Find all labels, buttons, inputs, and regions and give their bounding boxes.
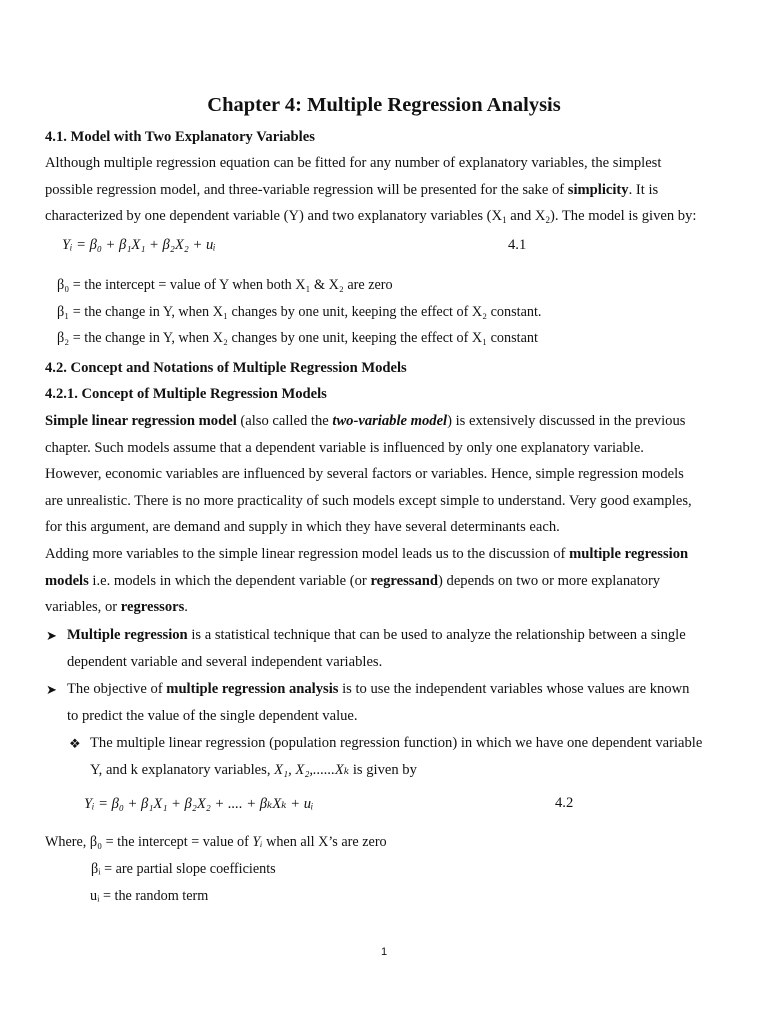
para-line: Although multiple regression equation can be fitted for any number of explanatory variables, the simplest (45, 155, 662, 171)
bullet-objective: The objective of multiple regression analysis is to use the independent variables whose values are known to predict the value of the single dependent value. (67, 681, 690, 724)
section-4-2-1-heading: 4.2.1. Concept of Multiple Regression Models (45, 386, 327, 402)
multiple-regression-paragraph (45, 541, 723, 621)
para-line: variables, or regressors. (45, 599, 188, 616)
sub-bullet-mlr: The multiple linear regression (population regression function) in which we have one dependent variable Y, and k explanatory variables, X₁, X₂,......Xₖ is given by (90, 735, 703, 778)
definition-beta0: β₀ = the intercept = value of Y when both X₁ & X₂ are zero (57, 277, 393, 293)
where-betai: βᵢ = are partial slope coefficients (91, 861, 276, 877)
para-line: characterized by one dependent variable (Y) and two explanatory variables ($X_1$ and $X_2$). The model is given by: (45, 208, 697, 226)
para-line: for this argument, are demand and supply in which they have several determinants each. (45, 519, 560, 536)
equation-4-1: Yᵢ = β₀ + β₁X₁ + β₂X₂ + uᵢ (62, 237, 216, 253)
para-line: Simple linear regression model (also called the two-variable model) is extensively discussed in the previous (45, 413, 686, 429)
chapter-title: Chapter 4: Multiple Regression Analysis (207, 94, 561, 116)
definition-beta1: β₁ = the change in Y, when X₁ changes by one unit, keeping the effect of X₂ constant. (57, 304, 542, 320)
section-4-1-paragraph (45, 150, 723, 230)
para-line: However, economic variables are influenced by several factors or variables. Hence, simple regression models (45, 466, 684, 483)
para-line: are unrealistic. There is no more practicality of such models except simple to understand. Very good examples, (45, 492, 692, 509)
page-number: 1 (380, 946, 388, 958)
arrow-bullet-icon: ➤ (46, 682, 57, 697)
section-4-1-heading: 4.1. Model with Two Explanatory Variables (45, 129, 315, 145)
section-4-2-heading: 4.2. Concept and Notations of Multiple Regression Models (45, 360, 407, 376)
equation-number-4-1: 4.1 (508, 237, 527, 253)
bullet-multiple-regression: Multiple regression is a statistical technique that can be used to analyze the relationship between a single dependent variable and several independent variables. (67, 627, 686, 670)
diamond-bullet-icon: ❖ (69, 736, 81, 751)
equation-4-2: Yᵢ = β₀ + β₁X₁ + β₂X₂ + .... + βₖXₖ + uᵢ (84, 796, 314, 812)
para-line: chapter. Such models assume that a dependent variable is influenced by only one explanatory variable. (45, 439, 644, 456)
where-beta0: Where, β₀ = the intercept = value of Yᵢ when all X’s are zero (45, 834, 387, 850)
section-4-2-1-paragraph (45, 408, 723, 541)
equation-number-4-2: 4.2 (555, 795, 574, 811)
para-line: possible regression model, and three-variable regression will be presented for the sake of simplicity. It is (45, 181, 659, 198)
arrow-bullet-icon: ➤ (46, 628, 57, 643)
where-ui: uᵢ = the random term (90, 888, 209, 904)
para-line: models i.e. models in which the dependent variable (or regressand) depends on two or more explanatory (45, 572, 661, 589)
definition-beta2: β₂ = the change in Y, when X₂ changes by one unit, keeping the effect of X₁ constant (57, 330, 538, 346)
para-line: Adding more variables to the simple linear regression model leads us to the discussion of multiple regression (45, 546, 689, 562)
